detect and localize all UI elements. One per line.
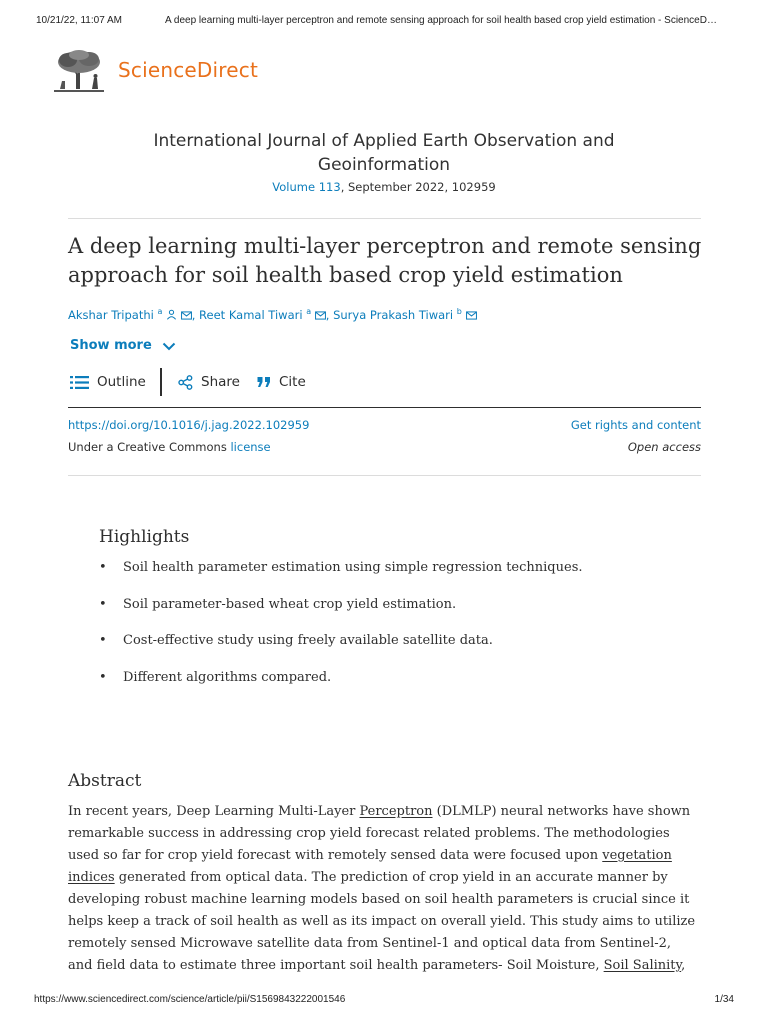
abstract-span: In recent years, Deep Learning Multi-Layer	[68, 804, 360, 819]
volume-line	[68, 180, 700, 194]
print-datetime: 10/21/22, 11:07 AM	[36, 15, 122, 26]
get-rights-link[interactable]: Get rights and content	[570, 418, 701, 432]
cite-label: Cite	[279, 374, 306, 390]
author-link[interactable]: Surya Prakash Tiwari	[333, 307, 454, 322]
perceptron-link[interactable]: Perceptron	[359, 804, 433, 819]
abstract-span: and field data to estimate three important soil health parameters- Soil Moisture,	[68, 958, 604, 973]
license-prefix: Under a Creative Commons	[68, 440, 227, 454]
license-link[interactable]: license	[230, 440, 271, 454]
email-icon[interactable]	[466, 311, 477, 320]
email-icon[interactable]	[181, 311, 192, 320]
list-item	[99, 560, 699, 597]
author-link[interactable]: Reet Kamal Tiwari	[199, 307, 303, 322]
article-title	[68, 232, 708, 289]
cite-button[interactable]	[257, 374, 306, 390]
highlight-text: Soil health parameter estimation using simple regression techniques.	[123, 560, 583, 575]
article-title-line2: approach for soil health based crop yield estimation	[68, 262, 623, 287]
share-button[interactable]	[178, 374, 240, 390]
bullet: •	[99, 596, 107, 612]
highlights-list	[99, 560, 699, 706]
quote-icon	[257, 376, 271, 388]
chevron-down-icon	[162, 342, 176, 351]
print-url: https://www.sciencedirect.com/science/article/pii/S1569843222001546	[34, 994, 346, 1005]
highlights-heading: Highlights	[99, 527, 190, 547]
bullet: •	[99, 633, 107, 648]
author-separator: ,	[325, 307, 330, 322]
list-item	[99, 633, 699, 670]
abstract-line	[68, 867, 708, 889]
share-label: Share	[201, 374, 240, 390]
journal-name-line2: Geoinformation	[317, 155, 451, 175]
license-line	[68, 440, 271, 454]
author-separator: ,	[191, 307, 196, 322]
vegetation-indices-link[interactable]: indices	[68, 870, 115, 885]
highlight-text: Cost-effective study using freely available satellite data.	[123, 633, 493, 648]
list-item	[99, 597, 699, 634]
show-more-button[interactable]	[70, 338, 176, 353]
soil-salinity-link[interactable]: Soil Salinity	[603, 958, 682, 973]
bullet: •	[99, 560, 107, 575]
divider-toolbar	[68, 407, 701, 408]
outline-label: Outline	[97, 374, 146, 390]
doi-link[interactable]: https://doi.org/10.1016/j.jag.2022.102959	[68, 418, 310, 432]
toolbar-divider	[160, 368, 162, 396]
journal-name-line1: International Journal of Applied Earth Observation and	[153, 131, 615, 151]
abstract-line	[68, 801, 708, 823]
print-page-title: A deep learning multi-layer perceptron and remote sensing approach for soil health based crop yield estimation - ScienceD…	[165, 15, 717, 26]
divider-meta	[68, 475, 701, 476]
abstract-span: (DLMLP) neural networks have shown	[432, 804, 691, 819]
abstract-span: used so far for crop yield forecast with remotely sensed data were focused upon	[68, 848, 603, 863]
print-page-number: 1/34	[714, 994, 734, 1005]
list-icon	[70, 375, 89, 390]
abstract-line: remotely sensed Microwave satellite data from Sentinel-1 and optical data from Sentinel-2,	[68, 936, 672, 951]
abstract-line	[68, 845, 708, 867]
bullet: •	[99, 669, 107, 685]
issue-info: , September 2022, 102959	[340, 180, 496, 194]
author-affiliation[interactable]: a	[157, 307, 163, 316]
author-affiliation[interactable]: b	[456, 307, 462, 316]
author-list	[68, 307, 477, 322]
show-more-label: Show more	[70, 338, 152, 353]
abstract-line: helps keep a track of soil health as well as its impact on overall yield. This study aims to utilize	[68, 914, 696, 929]
highlight-text: Soil parameter-based wheat crop yield estimation.	[123, 596, 457, 612]
outline-button[interactable]	[70, 374, 146, 390]
email-icon[interactable]	[315, 311, 326, 320]
abstract-line: developing robust machine learning models based on soil health parameters is crucial since it	[68, 892, 690, 907]
abstract-text	[68, 801, 708, 977]
abstract-span: generated from optical data. The prediction of crop yield in an accurate manner by	[114, 870, 668, 885]
journal-name[interactable]	[68, 129, 700, 177]
abstract-span: ,	[681, 958, 686, 973]
list-item	[99, 670, 699, 707]
highlight-text: Different algorithms compared.	[123, 669, 332, 685]
author-affiliation[interactable]: a	[306, 307, 312, 316]
share-icon	[178, 375, 193, 390]
vegetation-indices-link[interactable]: vegetation	[602, 848, 672, 863]
abstract-line: remarkable success in addressing crop yield forecast related problems. The methodologies	[68, 826, 670, 841]
sciencedirect-brand[interactable]: ScienceDirect	[118, 58, 259, 82]
abstract-line	[68, 955, 708, 977]
divider-top	[68, 218, 701, 219]
author-link[interactable]: Akshar Tripathi	[68, 307, 154, 322]
abstract-heading: Abstract	[68, 771, 142, 791]
person-icon[interactable]	[166, 309, 177, 320]
article-title-line1: A deep learning multi-layer perceptron and remote sensing	[68, 234, 702, 258]
article-toolbar	[68, 368, 368, 396]
open-access-label: Open access	[627, 440, 701, 454]
volume-link[interactable]: Volume 113	[272, 180, 341, 194]
elsevier-tree-logo[interactable]	[52, 48, 106, 94]
